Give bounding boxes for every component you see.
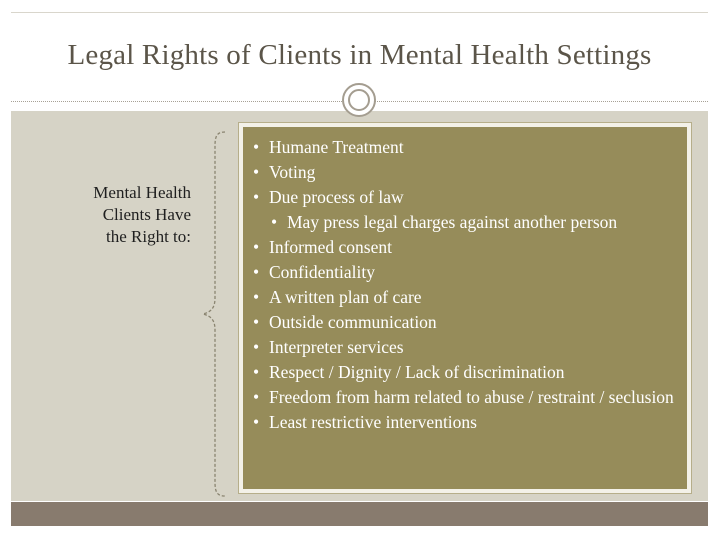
- list-item: • Respect / Dignity / Lack of discrimination: [253, 362, 675, 382]
- left-label-line-3: the Right to:: [106, 227, 191, 246]
- left-label-line-1: Mental Health: [93, 183, 191, 202]
- list-item: • Humane Treatment: [253, 137, 675, 157]
- rights-list: [243, 127, 687, 432]
- list-item: • Outside communication: [253, 312, 675, 332]
- list-item: • A written plan of care: [253, 287, 675, 307]
- left-label: [33, 182, 191, 248]
- left-label-line-2: Clients Have: [102, 205, 191, 224]
- circle-ornament-inner: [348, 89, 370, 111]
- list-item: • Least restrictive interventions: [253, 412, 675, 432]
- list-item: • Due process of law: [253, 187, 675, 207]
- rights-box: [239, 123, 691, 493]
- slide: [11, 12, 708, 527]
- list-subitem: • May press legal charges against another person: [271, 212, 675, 232]
- curly-brace-icon: [199, 130, 239, 498]
- list-item: • Interpreter services: [253, 337, 675, 357]
- circle-ornament-icon: [342, 83, 376, 117]
- list-item: • Informed consent: [253, 237, 675, 257]
- slide-title: Legal Rights of Clients in Mental Health Settings: [67, 39, 652, 71]
- footer-bar: [11, 502, 708, 526]
- list-item: • Freedom from harm related to abuse / restraint / seclusion: [253, 387, 675, 407]
- list-item: • Confidentiality: [253, 262, 675, 282]
- list-item: • Voting: [253, 162, 675, 182]
